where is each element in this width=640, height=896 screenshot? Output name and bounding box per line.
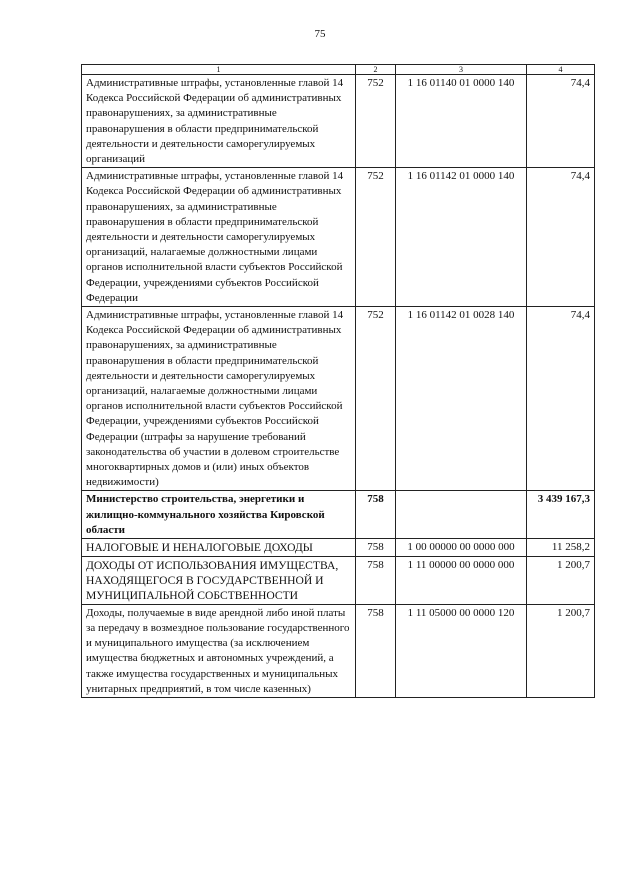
table-row (82, 75, 595, 168)
page-number: 75 (314, 28, 326, 40)
table-row (82, 168, 595, 307)
row-amount: 11 258,2 (527, 539, 595, 556)
row-budget-code: 1 16 01140 01 0000 140 (396, 75, 527, 168)
row-name: НАЛОГОВЫЕ И НЕНАЛОГОВЫЕ ДОХОДЫ (82, 539, 356, 556)
row-admin-code: 758 (356, 556, 396, 604)
revenue-table (81, 64, 595, 698)
row-admin-code: 752 (356, 168, 396, 307)
row-admin-code: 758 (356, 491, 396, 539)
row-admin-code: 752 (356, 75, 396, 168)
row-admin-code: 758 (356, 539, 396, 556)
column-header-4: 4 (527, 65, 595, 75)
column-header-3: 3 (396, 65, 527, 75)
table-row (82, 307, 595, 491)
row-budget-code: 1 11 00000 00 0000 000 (396, 556, 527, 604)
row-name: Административные штрафы, установленные главой 14 Кодекса Российской Федерации об административных правонарушениях, за административные правонарушения в области предпринимательской деятельности и деятельности саморегулируемых организаций, налагаемые должностными лицами органов исполнительной власти субъектов Российской Федерации, учреждениями субъектов Российской Федерации (штрафы за нарушение требований законодательства об участии в долевом строительстве многоквартирных домов и (или) иных объектов недвижимости) (82, 307, 356, 491)
table-row (82, 604, 595, 697)
row-amount: 74,4 (527, 75, 595, 168)
table-row (82, 539, 595, 556)
row-name: ДОХОДЫ ОТ ИСПОЛЬЗОВАНИЯ ИМУЩЕСТВА, НАХОДЯЩЕГОСЯ В ГОСУДАРСТВЕННОЙ И МУНИЦИПАЛЬНОЙ СОБСТВЕННОСТИ (82, 556, 356, 604)
table-row-ministry (82, 491, 595, 539)
row-budget-code (396, 491, 527, 539)
row-admin-code: 752 (356, 307, 396, 491)
column-header-1: 1 (82, 65, 356, 75)
row-budget-code: 1 11 05000 00 0000 120 (396, 604, 527, 697)
row-amount: 74,4 (527, 168, 595, 307)
table-header-row (82, 65, 595, 75)
row-budget-code: 1 16 01142 01 0000 140 (396, 168, 527, 307)
row-amount: 3 439 167,3 (527, 491, 595, 539)
row-amount: 74,4 (527, 307, 595, 491)
row-budget-code: 1 16 01142 01 0028 140 (396, 307, 527, 491)
row-name: Административные штрафы, установленные главой 14 Кодекса Российской Федерации об административных правонарушениях, за административные правонарушения в области предпринимательской деятельности и деятельности саморегулируемых организаций (82, 75, 356, 168)
row-amount: 1 200,7 (527, 556, 595, 604)
row-name: Министерство строительства, энергетики и жилищно-коммунального хозяйства Кировской области (82, 491, 356, 539)
row-amount: 1 200,7 (527, 604, 595, 697)
column-header-2: 2 (356, 65, 396, 75)
row-name: Доходы, получаемые в виде арендной либо иной платы за передачу в возмездное пользование государственного и муниципального имущества (за исключением имущества бюджетных и автономных учреждений, а также имущества государственных и муниципальных унитарных предприятий, в том числе казенных) (82, 604, 356, 697)
row-admin-code: 758 (356, 604, 396, 697)
row-budget-code: 1 00 00000 00 0000 000 (396, 539, 527, 556)
table-row (82, 556, 595, 604)
row-name: Административные штрафы, установленные главой 14 Кодекса Российской Федерации об административных правонарушениях, за административные правонарушения в области предпринимательской деятельности и деятельности саморегулируемых организаций, налагаемые должностными лицами органов исполнительной власти субъектов Российской Федерации, учреждениями субъектов Российской Федерации (82, 168, 356, 307)
